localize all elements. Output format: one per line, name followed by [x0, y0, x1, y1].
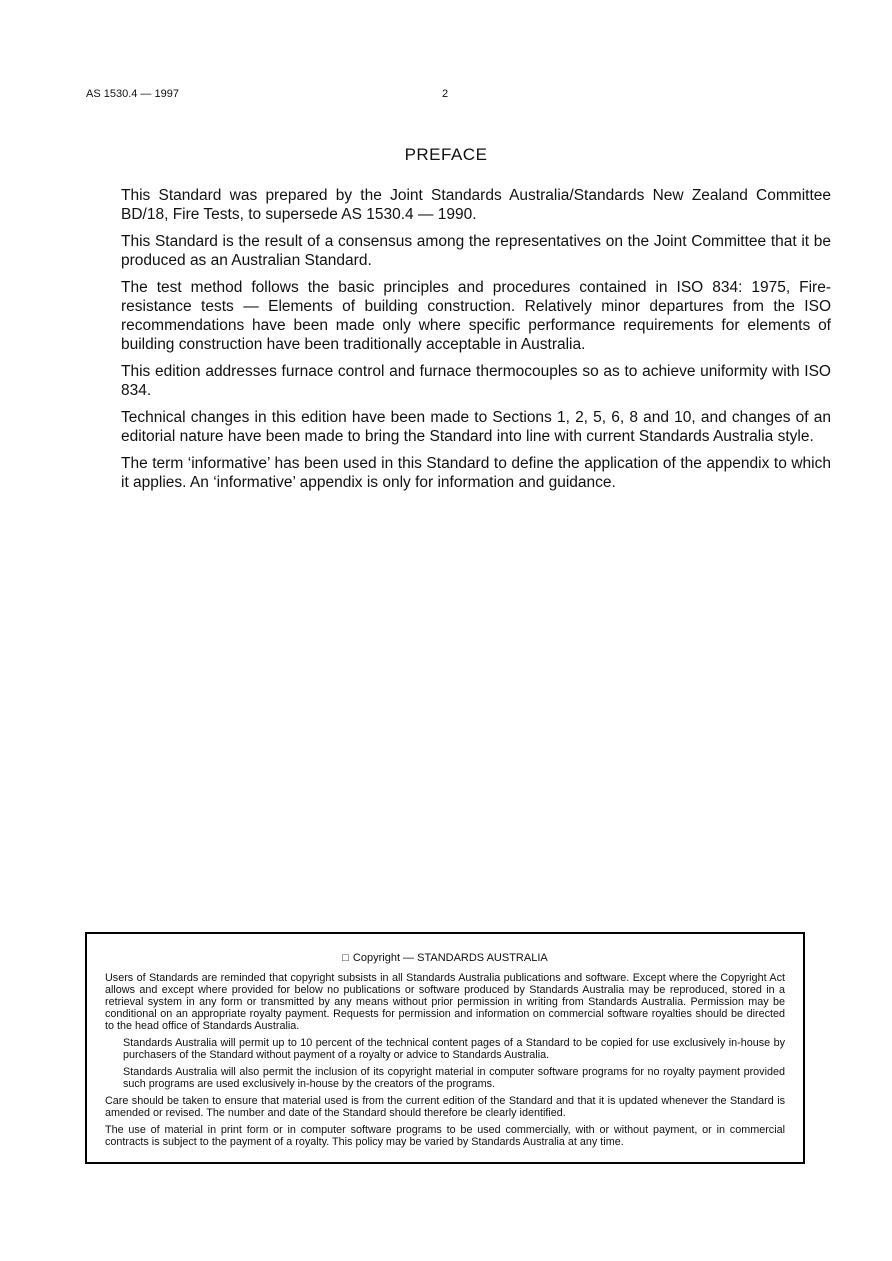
- copyright-paragraph: Standards Australia will permit up to 10 percent of the technical content pages of a Standard to be copied for use exclusively in-house by purchasers of the Standard without payment of a royalty or advice to Standards Australia.: [123, 1037, 785, 1061]
- document-id: AS 1530.4 — 1997: [86, 88, 179, 100]
- copyright-paragraph: Users of Standards are reminded that copyright subsists in all Standards Australia publications and software. Except where the Copyright Act allows and except where provided for below no publications or software produced by Standards Australia may be reproduced, stored in a retrieval system in any form or transmitted by any means without prior permission in writing from Standards Australia. Permission may be conditional on an appropriate royalty payment. Requests for permission and information on commercial software royalties should be directed to the head office of Standards Australia.: [105, 972, 785, 1032]
- preface-paragraph: Technical changes in this edition have been made to Sections 1, 2, 5, 6, 8 and 10, and changes of an editorial nature have been made to bring the Standard into line with current Standards Australia style.: [121, 409, 831, 445]
- copyright-paragraph: Care should be taken to ensure that material used is from the current edition of the Standard and that it is updated whenever the Standard is amended or revised. The number and date of the Standard should therefore be clearly identified.: [105, 1095, 785, 1119]
- preface-title: PREFACE: [404, 145, 488, 164]
- copyright-title: [105, 952, 785, 964]
- copyright-title-text: Copyright — STANDARDS AUSTRALIA: [352, 952, 548, 964]
- preface-paragraph: The term ‘informative’ has been used in this Standard to define the application of the appendix to which it applies. An ‘informative’ appendix is only for information and guidance.: [121, 455, 831, 491]
- copyright-symbol-icon: □: [342, 952, 349, 964]
- preface-paragraph: This edition addresses furnace control and furnace thermocouples so as to achieve uniformity with ISO 834.: [121, 363, 831, 399]
- copyright-paragraph: Standards Australia will also permit the inclusion of its copyright material in computer software programs for no royalty payment provided such programs are used exclusively in-house by the creators of the programs.: [123, 1066, 785, 1090]
- page-number: 2: [442, 88, 449, 100]
- preface-paragraph: This Standard was prepared by the Joint Standards Australia/Standards New Zealand Committee BD/18, Fire Tests, to supersede AS 1530.4 — 1990.: [121, 187, 831, 223]
- copyright-paragraph: The use of material in print form or in computer software programs to be used commercially, with or without payment, or in commercial contracts is subject to the payment of a royalty. This policy may be varied by Standards Australia at any time.: [105, 1124, 785, 1148]
- preface-paragraph: This Standard is the result of a consensus among the representatives on the Joint Committee that it be produced as an Australian Standard.: [121, 233, 831, 269]
- preface-paragraph: The test method follows the basic principles and procedures contained in ISO 834: 1975, Fire-resistance tests — Elements of building construction. Relatively minor departures from the ISO recommendations have been made only where specific performance requirements for elements of building construction have been traditionally acceptable in Australia.: [121, 279, 831, 353]
- running-header: [86, 86, 806, 102]
- preface-body: [121, 186, 831, 500]
- copyright-notice-box: [85, 932, 805, 1164]
